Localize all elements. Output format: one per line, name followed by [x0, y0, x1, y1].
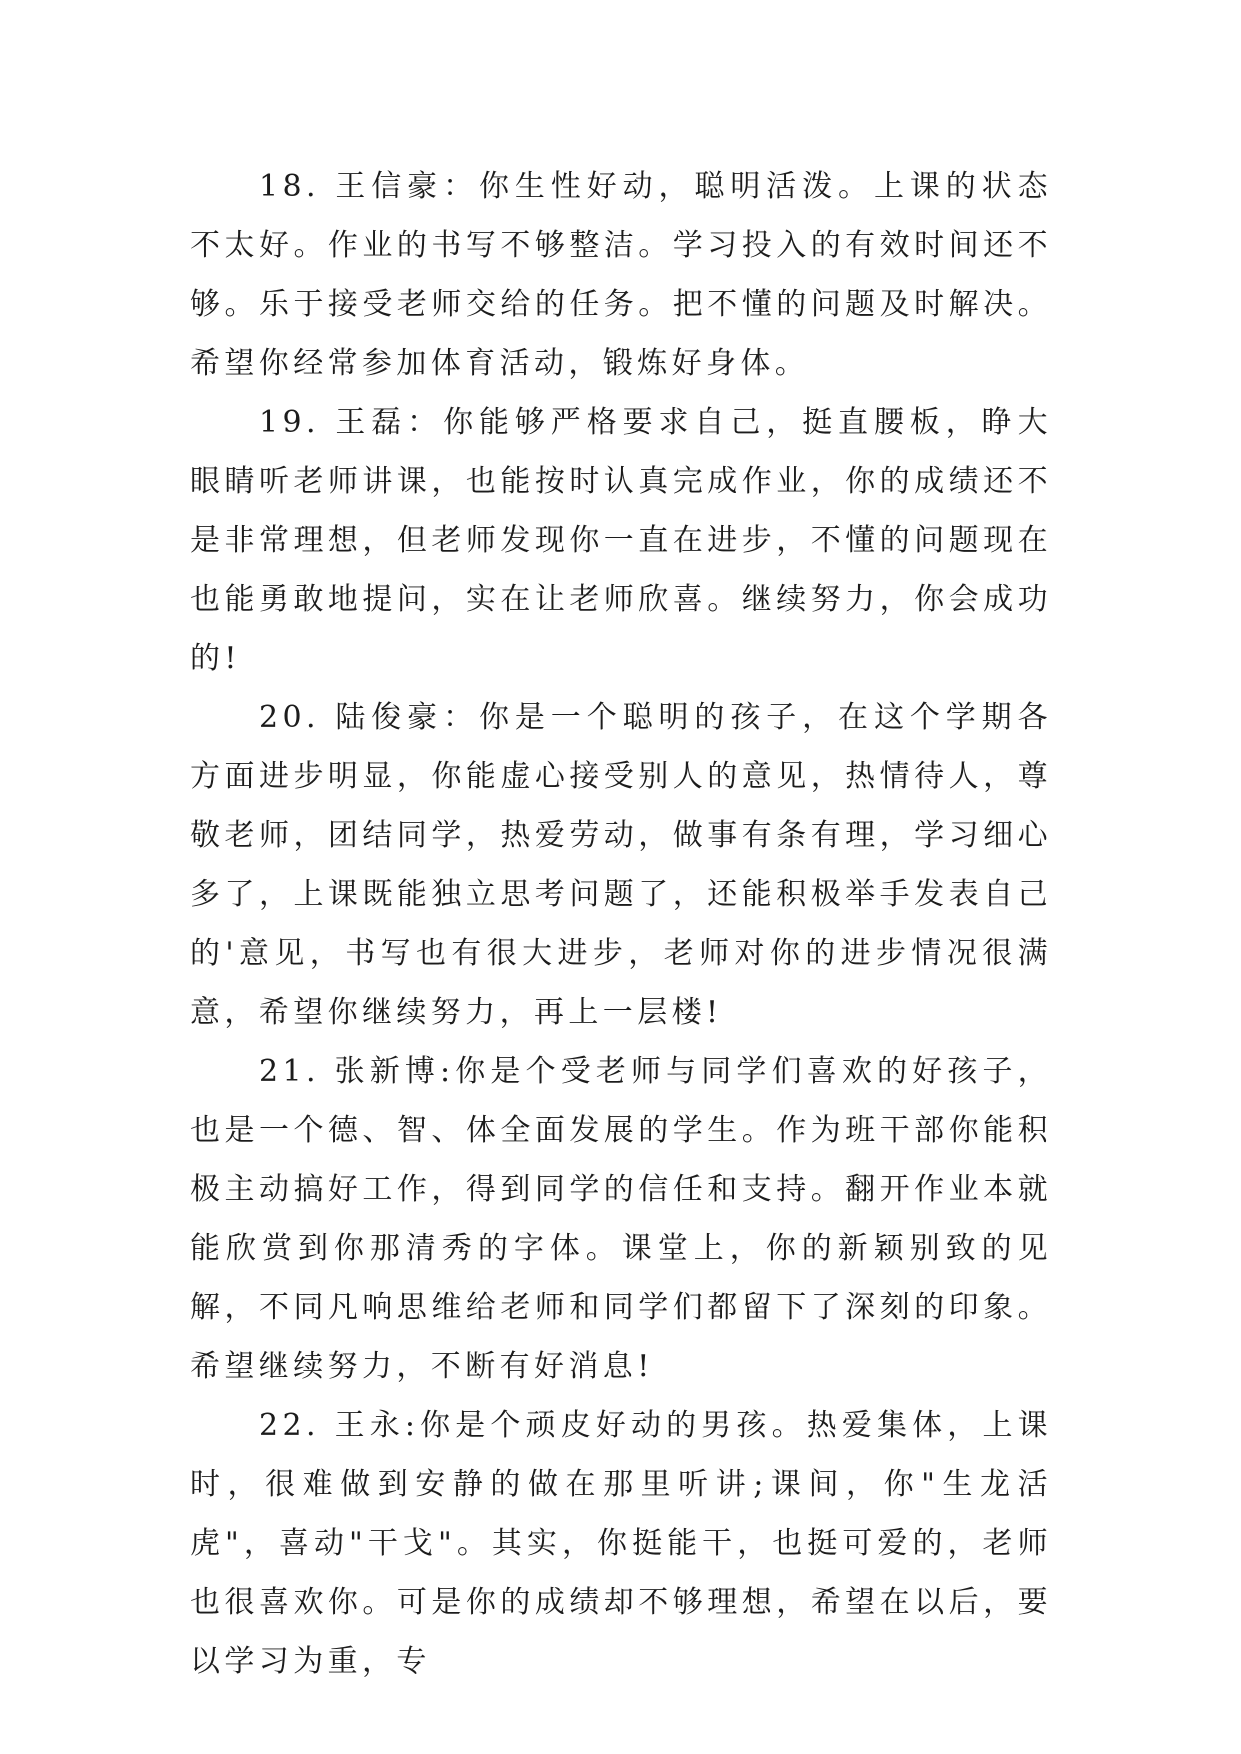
paragraph-18-wang-xinhao: 18. 王信豪：你生性好动，聪明活泼。上课的状态不太好。作业的书写不够整洁。学习投入的有效时间还不够。乐于接受老师交给的任务。把不懂的问题及时解决。希望你经常参加体育活动，锻炼好身体。: [190, 169, 1052, 381]
paragraph-20-lu-junhao: 20. 陆俊豪：你是一个聪明的孩子，在这个学期各方面进步明显，你能虚心接受别人的意见，热情待人，尊敬老师，团结同学，热爱劳动，做事有条有理，学习细心多了，上课既能独立思考问题了，还能积极举手发表自己的'意见，书写也有很大进步，老师对你的进步情况很满意，希望你继续努力，再上一层楼!: [190, 700, 1052, 1030]
document-body: [190, 157, 1052, 1691]
paragraph-21-zhang-xinbo: 21. 张新博:你是个受老师与同学们喜欢的好孩子，也是一个德、智、体全面发展的学生。作为班干部你能积极主动搞好工作，得到同学的信任和支持。翻开作业本就能欣赏到你那清秀的字体。课堂上，你的新颖别致的见解，不同凡响思维给老师和同学们都留下了深刻的印象。希望继续努力，不断有好消息!: [190, 1054, 1052, 1384]
paragraph-19-wang-lei: 19. 王磊：你能够严格要求自己，挺直腰板，睁大眼睛听老师讲课，也能按时认真完成作业，你的成绩还不是非常理想，但老师发现你一直在进步，不懂的问题现在也能勇敢地提问，实在让老师欣喜。继续努力，你会成功的!: [190, 405, 1052, 676]
paragraph-22-wang-yong: 22. 王永:你是个顽皮好动的男孩。热爱集体，上课时，很难做到安静的做在那里听讲;课间，你"生龙活虎"，喜动"干戈"。其实，你挺能干，也挺可爱的，老师也很喜欢你。可是你的成绩却不够理想，希望在以后，要以学习为重，专: [190, 1408, 1052, 1679]
